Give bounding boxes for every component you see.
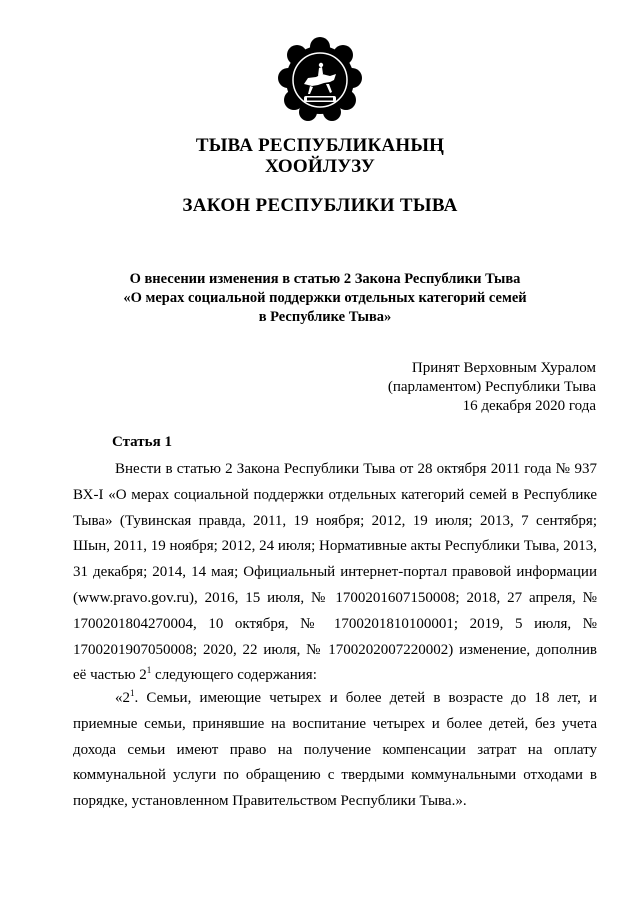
parliament-name-line2: ХООЙЛУЗУ bbox=[264, 156, 376, 177]
adoption-line1: Принят Верховным Хуралом bbox=[411, 360, 596, 376]
paragraph2-superscript: 1 bbox=[130, 688, 135, 698]
adoption-date: 16 декабря 2020 года bbox=[462, 398, 596, 414]
law-heading: ЗАКОН РЕСПУБЛИКИ ТЫВА bbox=[182, 195, 458, 216]
tuva-republic-emblem-icon bbox=[274, 34, 366, 124]
article-label: Статья 1 bbox=[112, 434, 172, 450]
law-title-line3: в Республике Тыва» bbox=[258, 309, 392, 325]
adoption-line2: (парламентом) Республики Тыва bbox=[387, 379, 596, 395]
paragraph2-open: «2 bbox=[115, 690, 130, 706]
law-title-line2: «О мерах социальной поддержки отдельных категорий семей bbox=[123, 290, 527, 306]
paragraph1-superscript: 1 bbox=[146, 665, 152, 676]
law-title bbox=[70, 270, 580, 327]
article-paragraph-1 bbox=[73, 457, 597, 689]
article-paragraph-2 bbox=[73, 686, 597, 815]
paragraph1-tail: следующего содержания: bbox=[151, 667, 317, 684]
adoption-note bbox=[388, 359, 596, 416]
paragraph2-text: . Семьи, имеющие четырех и более детей в возрасте до 18 лет, и приемные семьи, принявшие на воспитание четырех и более детей, без учета дохода семьи имеют право на получение компенсации затрат на оплату коммунальной услуги по обращению с твердыми коммунальными отходами в порядке, установленном Правительством Республики Тыва.». bbox=[73, 690, 597, 810]
paragraph1-text: Внести в статью 2 Закона Республики Тыва от 28 октября 2011 года № 937 ВХ-I «О мерах социальной поддержки отдельных категорий семей в Республике Тыва» (Тувинская правда, 2011, 19 ноября; 2012, 19 июля; 2013, 7 сентября; Шын, 2011, 19 ноября; 2012, 24 июля; Нормативные акты Республики Тыва, 2013, 31 декабря; 2014, 14 мая; Официальный интернет-портал правовой информации (www.pravo.gov.ru), 2016, 15 июля, № 1700201607150008; 2018, 27 апреля, № 1700201804270004, 10 октября, № 1700201810100001; 2019, 5 июля, № 1700201907050008; 2020, 22 июля, № 1700202007220002) изменение, дополнив её частью 2 bbox=[73, 461, 597, 684]
law-title-line1: О внесении изменения в статью 2 Закона Республики Тыва bbox=[129, 271, 521, 287]
parliament-name-line1: ТЫВА РЕСПУБЛИКАНЫҢ bbox=[195, 135, 445, 156]
